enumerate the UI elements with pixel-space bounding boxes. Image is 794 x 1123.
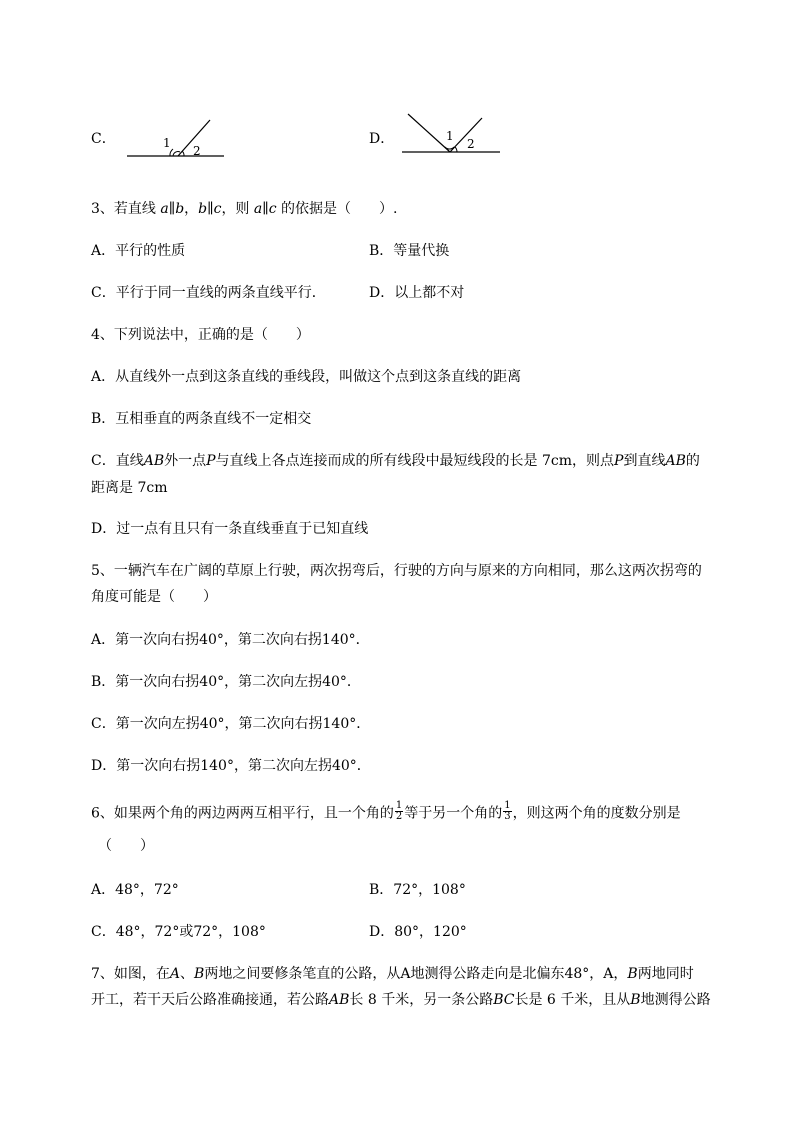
angle-label-2: 2: [467, 137, 475, 151]
q5-stem-1: 5、一辆汽车在广阔的草原上行驶，两次拐弯后，行驶的方向与原来的方向相同，那么这两次拐弯的: [91, 563, 702, 579]
q5-option-b: B．第一次向右拐40°，第二次向左拐40°．: [91, 674, 361, 690]
angle-arc-2: [455, 147, 457, 152]
q6-option-a: A．48°，72°: [91, 882, 179, 898]
option-d-label: D．: [369, 131, 395, 147]
option-d-figure: [396, 108, 506, 158]
q3-option-b: B．等量代换: [369, 243, 450, 259]
left-slant-line: [408, 114, 450, 152]
angle-label-1: 1: [163, 136, 171, 150]
angle-arc-1: [445, 147, 454, 149]
q4-option-a: A．从直线外一点到这条直线的垂线段，叫做这个点到这条直线的距离: [91, 369, 522, 385]
angle-label-2: 2: [193, 144, 201, 158]
q7-stem-2: 开工，若干天后公路准确接通，若公路AB长 8 千米，另一条公路BC长是 6 千米，且从B地测得公路: [91, 992, 711, 1008]
q4-option-b: B．互相垂直的两条直线不一定相交: [91, 411, 312, 427]
q4-option-c: C．直线AB外一点P与直线上各点连接而成的所有线段中最短线段的长是 7cm，则点P到直线AB的: [91, 453, 700, 469]
q4-option-c-cont: 距离是 7cm: [91, 480, 168, 496]
q3-stem: 3、若直线 a∥b，b∥c，则 a∥c 的依据是（ ）.: [91, 201, 398, 217]
q5-option-a: A．第一次向右拐40°，第二次向右拐140°．: [91, 632, 370, 648]
q3-option-a: A．平行的性质: [91, 243, 186, 259]
option-c-label: C．: [91, 131, 116, 147]
q6-option-c: C．48°，72°或72°，108°: [91, 924, 266, 940]
angle-label-1: 1: [446, 129, 454, 143]
q5-stem-2: 角度可能是（ ）: [91, 589, 217, 605]
q7-stem-1: 7、如图，在A、B两地之间要修条笔直的公路，从A地测得公路走向是北偏东48°，A，B两地同时: [91, 966, 694, 982]
angle-arc-2: [182, 151, 184, 156]
q5-option-c: C．第一次向左拐40°，第二次向右拐140°．: [91, 716, 371, 732]
q3-option-c: C．平行于同一直线的两条直线平行．: [91, 285, 326, 301]
q6-stem-2: （ ）: [98, 838, 154, 854]
q4-stem: 4、下列说法中，正确的是（ ）: [91, 327, 310, 343]
q3-option-d: D．以上都不对: [369, 285, 465, 301]
fraction-half: $\frac{1}{2}$: [395, 800, 403, 822]
angle-arc-1: [170, 149, 173, 156]
right-slant-line: [450, 118, 482, 152]
q6-option-b: B．72°，108°: [369, 882, 466, 898]
q4-option-d: D．过一点有且只有一条直线垂直于已知直线: [91, 521, 369, 537]
fraction-third: $\frac{1}{3}$: [504, 800, 511, 822]
option-c-figure: [120, 112, 230, 162]
q5-option-d: D．第一次向右拐140°，第二次向左拐40°．: [91, 758, 371, 774]
q6-stem-1: 6、如果两个角的两边两两互相平行，且一个角的 $\frac{1}{2}$ 等于另一个角的 $\frac{1}{3}$ ，则这两个角的度数分别是: [91, 800, 681, 822]
q6-option-d: D．80°，120°: [369, 924, 467, 940]
